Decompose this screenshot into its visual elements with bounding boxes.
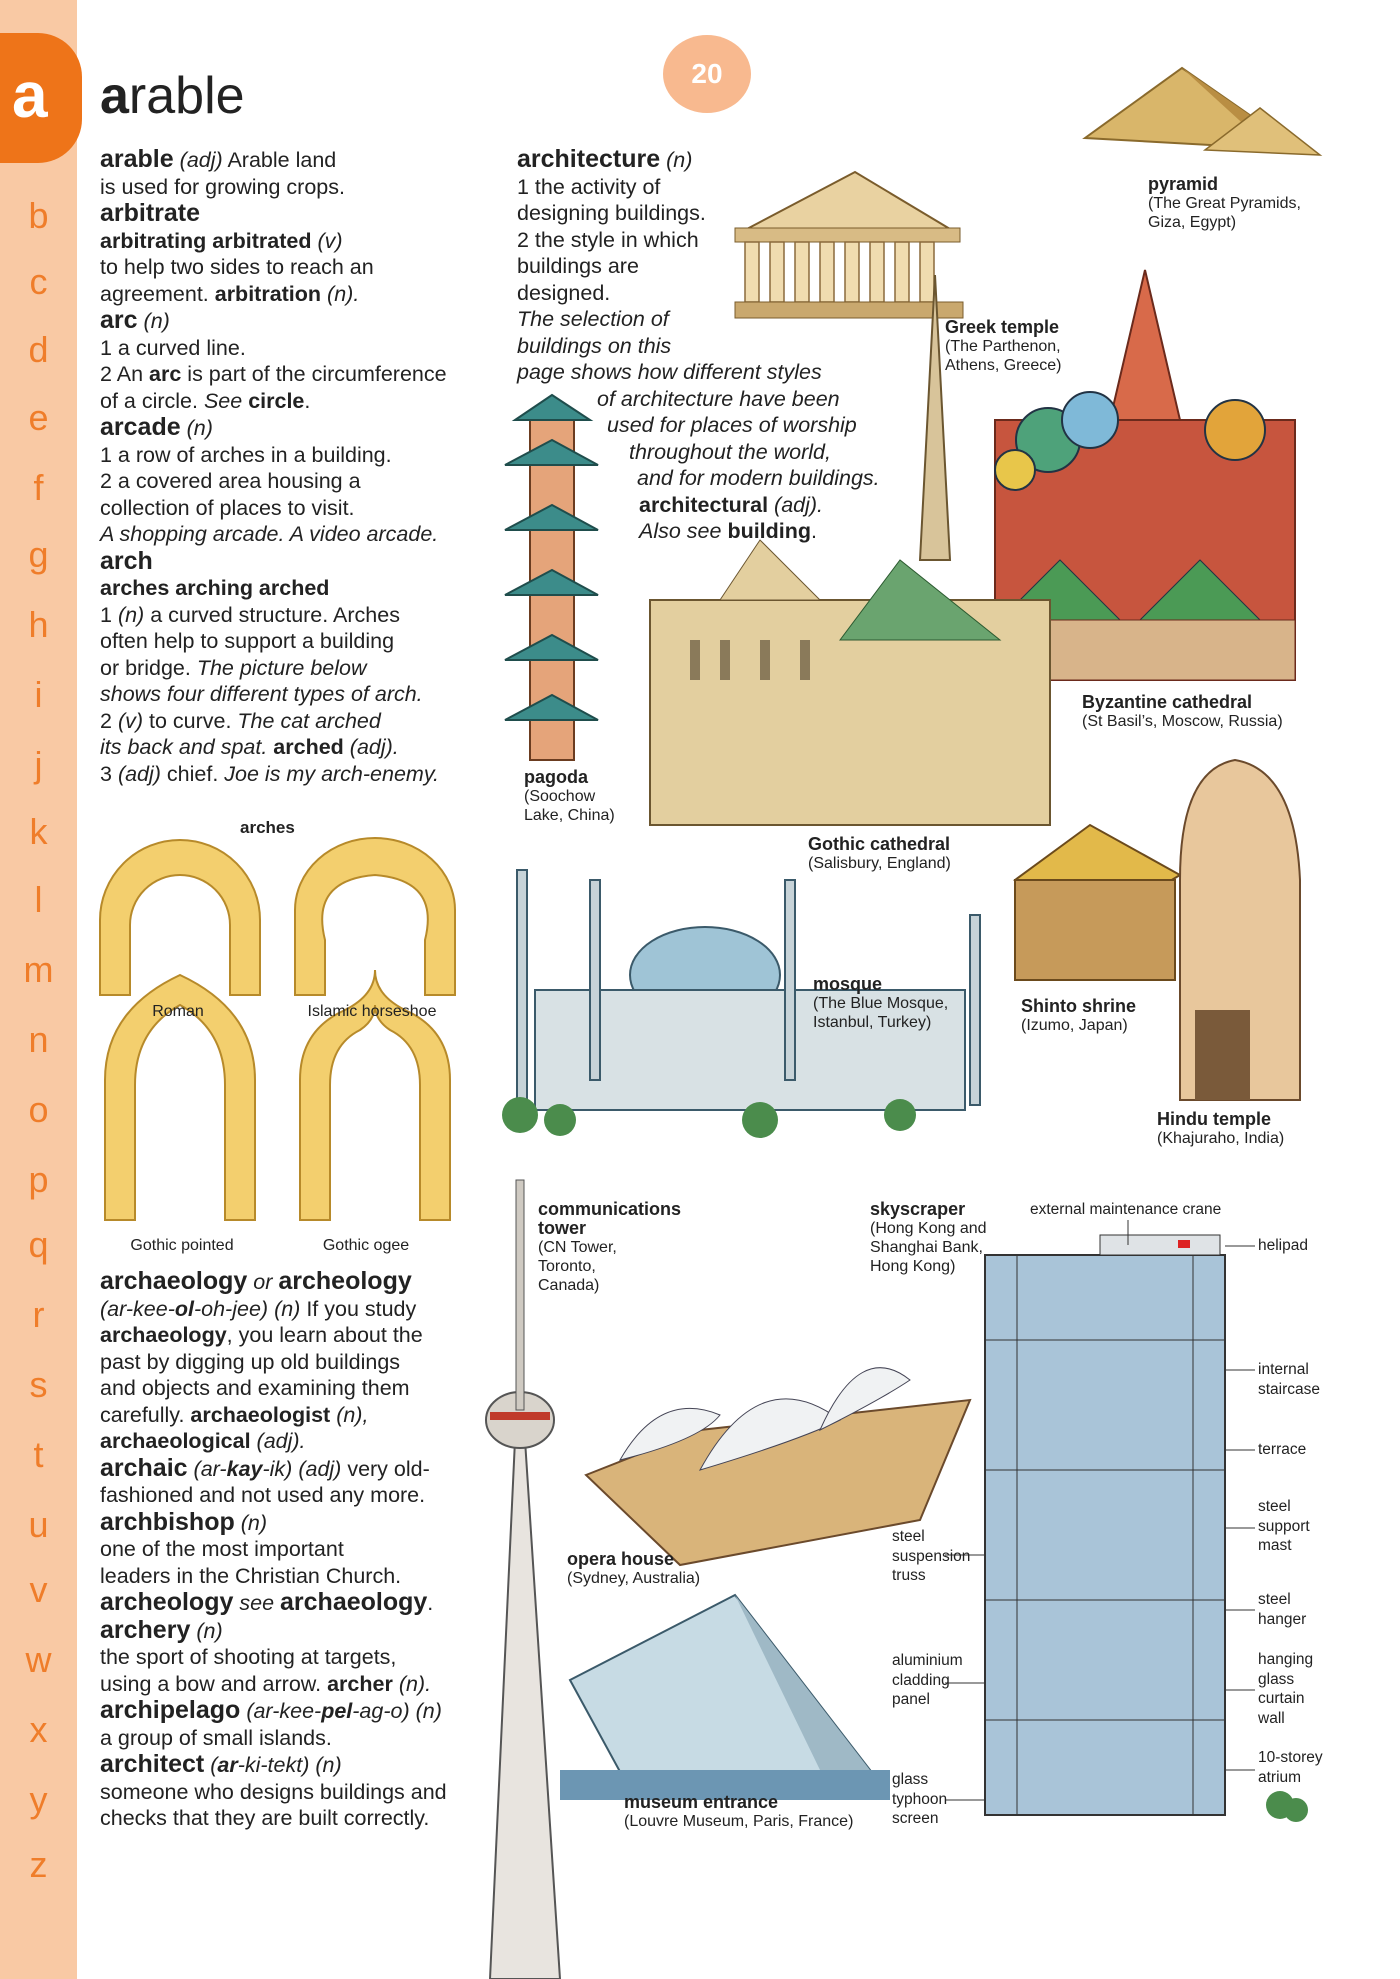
entry-word: arcade bbox=[100, 413, 181, 441]
label-internal-staircase bbox=[1258, 1360, 1320, 1399]
label-line: screen bbox=[892, 1810, 939, 1827]
alphabet-letter-v[interactable]: v bbox=[29, 1569, 48, 1610]
entry-example: its back and spat. bbox=[100, 735, 268, 759]
caption-sub: (CN Tower, bbox=[538, 1239, 617, 1256]
entry-word: architecture bbox=[517, 145, 661, 173]
label-line: aluminium bbox=[892, 1652, 963, 1669]
alphabet-letter-k[interactable]: k bbox=[29, 811, 48, 852]
caption-title: museum entrance bbox=[624, 1792, 779, 1812]
entry-pos: (n), bbox=[330, 1402, 369, 1427]
entry-forms: arches arching arched bbox=[100, 576, 330, 600]
entry-pron: (ar- bbox=[193, 1456, 227, 1481]
entry-def: to curve. bbox=[143, 708, 238, 733]
entry-def: 2 the style in which bbox=[517, 227, 699, 252]
caption-title: pyramid bbox=[1148, 174, 1219, 194]
headword-rest: rable bbox=[128, 67, 245, 125]
entry-word: archeology bbox=[278, 1267, 412, 1295]
entry-word: arbitrate bbox=[100, 199, 201, 227]
entry-def: 2 An bbox=[100, 362, 150, 386]
entry-see: Also see bbox=[639, 519, 728, 543]
label-line: curtain bbox=[1258, 1690, 1305, 1707]
arch-caption: Gothic ogee bbox=[322, 1237, 410, 1254]
label-line: cladding bbox=[892, 1671, 950, 1689]
label-line: panel bbox=[892, 1691, 930, 1708]
entry-or: or bbox=[253, 1270, 273, 1294]
entry-def: 3 bbox=[100, 761, 118, 786]
caption-sub: (Izumo, Japan) bbox=[1021, 1017, 1128, 1034]
caption-title: Hindu temple bbox=[1157, 1109, 1272, 1129]
entry-def: designed. bbox=[517, 280, 611, 305]
caption-sub: Lake, China) bbox=[524, 807, 615, 824]
entry-derived: archaeologist bbox=[190, 1402, 331, 1427]
alphabet-letter-c[interactable]: c bbox=[29, 261, 48, 302]
label-line: internal bbox=[1258, 1361, 1309, 1378]
caption-sub: Canada) bbox=[538, 1277, 600, 1294]
entry-pos: (v) bbox=[317, 228, 343, 253]
entry-def: Arable land bbox=[222, 148, 337, 172]
entry-pron: -ik) bbox=[262, 1456, 293, 1481]
entry-def: a curved structure. Arches bbox=[144, 602, 400, 627]
entry-def: often help to support a building bbox=[100, 629, 395, 653]
caption-title: opera house bbox=[567, 1549, 675, 1569]
entry-example: The selection of bbox=[517, 307, 669, 331]
caption-sub: (Salisbury, England) bbox=[808, 855, 951, 872]
entry-example: page shows how different styles bbox=[517, 360, 822, 384]
entry-example: of architecture have been bbox=[597, 386, 840, 411]
entry-def: and objects and examining them bbox=[100, 1376, 410, 1400]
cross-ref-link[interactable]: archaeology bbox=[280, 1588, 428, 1616]
alphabet-letter-y[interactable]: y bbox=[29, 1779, 48, 1820]
cross-ref-link[interactable]: building bbox=[727, 519, 812, 543]
alphabet-letter-o[interactable]: o bbox=[28, 1089, 49, 1130]
entry-def: . bbox=[427, 1591, 434, 1615]
label-aluminium-cladding-panel bbox=[892, 1651, 963, 1710]
caption-gothic-cathedral bbox=[808, 835, 951, 873]
caption-sub: Shanghai Bank, bbox=[870, 1239, 983, 1256]
entry-example: shows four different types of arch. bbox=[100, 682, 423, 706]
caption-opera-house bbox=[567, 1550, 700, 1588]
caption-greek-temple bbox=[945, 318, 1062, 375]
label-line: typhoon bbox=[892, 1790, 948, 1808]
entry-word: architect bbox=[100, 1750, 205, 1778]
caption-byzantine bbox=[1082, 693, 1283, 731]
label-line: steel bbox=[892, 1528, 925, 1545]
entry-pron: (ar-kee- bbox=[100, 1296, 175, 1321]
label-line: glass bbox=[892, 1771, 929, 1788]
caption-museum-entrance bbox=[624, 1793, 853, 1831]
alphabet-letter-z[interactable]: z bbox=[29, 1844, 48, 1885]
alphabet-letter-n[interactable]: n bbox=[28, 1019, 49, 1060]
alphabet-letter-j[interactable]: j bbox=[34, 744, 43, 785]
entry-example: Joe is my arch-enemy. bbox=[224, 761, 439, 786]
entry-def: a group of small islands. bbox=[100, 1725, 332, 1750]
entry-pron: ( bbox=[210, 1753, 218, 1777]
entry-def: is used for growing crops. bbox=[100, 174, 345, 199]
entry-pos: (n). bbox=[327, 281, 360, 306]
entry-def: past by digging up old buildings bbox=[100, 1349, 401, 1374]
label-line: steel bbox=[1258, 1591, 1291, 1608]
caption-mosque bbox=[813, 975, 948, 1032]
label-line: staircase bbox=[1258, 1380, 1321, 1398]
caption-hindu-temple bbox=[1157, 1110, 1284, 1148]
entry-def: , you learn about the bbox=[226, 1323, 423, 1347]
alphabet-letter-e[interactable]: e bbox=[28, 397, 49, 438]
label-line: hanging bbox=[1258, 1651, 1314, 1668]
alphabet-letter-x[interactable]: x bbox=[29, 1709, 48, 1750]
caption-sub: Toronto, bbox=[538, 1258, 596, 1275]
entry-def: or bridge. bbox=[100, 655, 197, 680]
label-line: atrium bbox=[1258, 1768, 1302, 1786]
label-crane: external maintenance crane bbox=[1030, 1201, 1222, 1218]
entry-example: and for modern buildings. bbox=[637, 466, 880, 490]
entry-def: agreement. bbox=[100, 281, 215, 306]
entry-word: archery bbox=[100, 1615, 191, 1644]
entry-example: The cat arched bbox=[237, 708, 381, 733]
caption-title: pagoda bbox=[524, 767, 589, 787]
alphabet-letter-d[interactable]: d bbox=[28, 329, 49, 370]
caption-sub: Giza, Egypt) bbox=[1148, 214, 1237, 231]
entry-example: A shopping arcade. A video arcade. bbox=[100, 522, 439, 546]
entry-def: the sport of shooting at targets, bbox=[100, 1645, 397, 1669]
caption-sub: (Sydney, Australia) bbox=[567, 1570, 701, 1587]
entry-pos: (n) bbox=[196, 1618, 223, 1643]
entry-pos: (n) bbox=[117, 602, 145, 627]
entry-pos: (v) bbox=[117, 708, 144, 733]
entry-example: buildings on this bbox=[517, 333, 672, 358]
caption-shinto-shrine bbox=[1021, 997, 1136, 1035]
entry-pron: (ar-kee- bbox=[246, 1699, 322, 1723]
entry-derived: architectural bbox=[639, 492, 769, 517]
entry-def: very old- bbox=[341, 1456, 430, 1481]
entry-def: 1 a curved line. bbox=[100, 335, 246, 360]
entry-derived: arbitration bbox=[214, 281, 322, 306]
entry-def: 1 the activity of bbox=[517, 174, 661, 199]
entry-def: is part of the circumference bbox=[181, 362, 447, 386]
alphabet-letter-r[interactable]: r bbox=[32, 1294, 45, 1335]
caption-pagoda bbox=[524, 768, 615, 825]
entry-pos: (n) bbox=[186, 416, 213, 440]
entry-def: fashioned and not used any more. bbox=[100, 1483, 426, 1507]
caption-pyramid bbox=[1148, 175, 1301, 232]
caption-title: skyscraper bbox=[870, 1199, 966, 1219]
label-10-storey-atrium bbox=[1258, 1748, 1323, 1787]
caption-title: tower bbox=[538, 1218, 587, 1238]
alphabet-letter-p[interactable]: p bbox=[28, 1159, 49, 1200]
entry-word: arc bbox=[100, 306, 138, 334]
entry-pos: (n). bbox=[392, 1671, 432, 1696]
caption-sub: Athens, Greece) bbox=[945, 357, 1062, 374]
label-helipad: helipad bbox=[1258, 1237, 1308, 1254]
alphabet-letter-m[interactable]: m bbox=[23, 949, 54, 990]
label-line: 10-storey bbox=[1258, 1749, 1323, 1766]
entry-pron: -oh-jee) bbox=[193, 1296, 269, 1321]
entry-pos: (adj) bbox=[298, 1456, 342, 1481]
entry-word: archeology bbox=[100, 1588, 234, 1616]
alphabet-letter-g[interactable]: g bbox=[28, 534, 49, 575]
caption-sub: (The Great Pyramids, bbox=[1148, 195, 1301, 212]
entry-forms: arbitrating arbitrated bbox=[100, 228, 312, 253]
arch-caption: Roman bbox=[152, 1003, 204, 1020]
entry-pos: (n) bbox=[274, 1296, 301, 1321]
caption-sub: (The Blue Mosque, bbox=[813, 995, 949, 1012]
entry-pron-stress: ol bbox=[174, 1296, 194, 1321]
alphabet-letter-w[interactable]: w bbox=[25, 1639, 52, 1680]
entry-word: archaeology bbox=[100, 1267, 248, 1295]
label-line: truss bbox=[892, 1567, 926, 1584]
caption-title: Byzantine cathedral bbox=[1082, 692, 1253, 712]
caption-title: Shinto shrine bbox=[1021, 996, 1137, 1016]
entry-def: . bbox=[811, 519, 818, 543]
entry-example: throughout the world, bbox=[629, 439, 831, 464]
greek-temple-drawing bbox=[735, 172, 963, 318]
alphabet-letter-u[interactable]: u bbox=[28, 1504, 49, 1545]
shinto-shrine-drawing bbox=[1015, 825, 1180, 980]
caption-sub: (Soochow bbox=[524, 788, 596, 805]
entry-word: archbishop bbox=[100, 1507, 235, 1536]
entry-def: one of the most important bbox=[100, 1537, 344, 1561]
entry-def: leaders in the Christian Church. bbox=[100, 1563, 402, 1588]
entry-pron-stress: ar bbox=[217, 1753, 238, 1777]
entry-def: to help two sides to reach an bbox=[100, 255, 374, 279]
entry-pos: (adj). bbox=[250, 1429, 306, 1453]
entry-derived: archaeological bbox=[100, 1429, 251, 1453]
entry-word: arch bbox=[100, 546, 153, 575]
caption-sub: (Louvre Museum, Paris, France) bbox=[624, 1813, 854, 1830]
caption-communications-tower bbox=[538, 1200, 681, 1295]
entry-def: collection of places to visit. bbox=[100, 495, 355, 520]
entry-pos: (n) bbox=[666, 148, 693, 172]
entry-def: using a bow and arrow. bbox=[100, 1671, 328, 1696]
entry-pos: (adj) bbox=[179, 148, 223, 172]
alphabet-letter-t[interactable]: t bbox=[33, 1434, 44, 1475]
label-line: wall bbox=[1258, 1709, 1285, 1727]
label-line: support bbox=[1258, 1517, 1310, 1535]
entry-def: someone who designs buildings and bbox=[100, 1779, 447, 1804]
entry-def: 1 a row of arches in a building. bbox=[100, 442, 392, 467]
hindu-temple-drawing bbox=[1180, 760, 1300, 1100]
entry-def: buildings are bbox=[517, 254, 639, 278]
caption-sub: (The Parthenon, bbox=[945, 338, 1061, 355]
label-line: glass bbox=[1258, 1670, 1295, 1688]
caption-sub: (St Basil’s, Moscow, Russia) bbox=[1082, 713, 1283, 730]
alphabet-letter-l[interactable]: l bbox=[34, 879, 43, 920]
entry-derived: archer bbox=[327, 1671, 393, 1696]
alphabet-letter-s[interactable]: s bbox=[29, 1364, 48, 1405]
entry-pron-stress: kay bbox=[226, 1456, 263, 1481]
caption-title: communications bbox=[538, 1199, 682, 1219]
alphabet-letter-i[interactable]: i bbox=[34, 674, 43, 715]
label-line: steel bbox=[1258, 1498, 1291, 1515]
entry-pos: (adj) bbox=[117, 761, 161, 786]
headword-first-letter: a bbox=[100, 67, 129, 125]
alphabet-letter-f[interactable]: f bbox=[33, 467, 44, 508]
entry-def: 2 a covered area housing a bbox=[100, 469, 361, 493]
entry-def: 2 bbox=[100, 708, 118, 733]
entry-def: chief. bbox=[160, 761, 225, 786]
arch-caption: Gothic pointed bbox=[130, 1237, 234, 1254]
label-glass-typhoon-screen bbox=[892, 1770, 947, 1829]
entry-pron: -ki-tekt) bbox=[237, 1753, 310, 1777]
caption-title: mosque bbox=[813, 974, 883, 994]
label-line: hanger bbox=[1258, 1610, 1307, 1628]
caption-sub: Istanbul, Turkey) bbox=[813, 1014, 932, 1031]
entry-pos: (adj). bbox=[343, 735, 399, 759]
arches-title: arches bbox=[240, 818, 295, 837]
entry-def: See bbox=[203, 388, 243, 413]
caption-title: Gothic cathedral bbox=[808, 834, 951, 854]
entry-def: of a circle. bbox=[100, 388, 204, 413]
alphabet-letter-b[interactable]: b bbox=[28, 195, 49, 236]
entry-def: . bbox=[304, 388, 311, 413]
entry-pos: (n) bbox=[143, 309, 170, 333]
entry-example: The picture below bbox=[196, 655, 367, 680]
label-line: mast bbox=[1258, 1537, 1292, 1554]
louvre-pyramid-drawing bbox=[560, 1595, 890, 1800]
entry-def: checks that they are built correctly. bbox=[100, 1806, 430, 1830]
entry-def: designing buildings. bbox=[517, 201, 706, 225]
entry-pron-stress: pel bbox=[321, 1699, 353, 1723]
entry-def: 1 bbox=[100, 602, 118, 627]
caption-sub: (Hong Kong and bbox=[870, 1220, 987, 1237]
label-steel-hanger bbox=[1258, 1590, 1306, 1629]
label-steel-suspension-truss bbox=[892, 1527, 970, 1586]
entry-def: archaeology bbox=[100, 1323, 227, 1347]
pyramid-drawing bbox=[1085, 68, 1320, 155]
entry-word: archipelago bbox=[100, 1696, 241, 1724]
caption-skyscraper bbox=[870, 1200, 987, 1276]
arch-caption: Islamic horseshoe bbox=[307, 1003, 437, 1020]
entry-word: arable bbox=[100, 145, 174, 173]
entry-def: If you study bbox=[300, 1296, 417, 1321]
entry-def: arc bbox=[149, 362, 182, 386]
entry-word: archaic bbox=[100, 1453, 188, 1482]
entry-example: used for places of worship bbox=[607, 413, 857, 437]
caption-sub: (Khajuraho, India) bbox=[1157, 1130, 1285, 1147]
entry-pos: (n) bbox=[240, 1510, 268, 1535]
caption-sub: Hong Kong) bbox=[870, 1258, 956, 1275]
pagoda-drawing bbox=[505, 395, 598, 760]
entry-derived: arched bbox=[267, 735, 344, 759]
label-hanging-glass-curtain-wall bbox=[1258, 1650, 1313, 1728]
entry-pos: (n) bbox=[415, 1699, 442, 1723]
page-number-badge: 20 bbox=[663, 35, 751, 113]
entry-pos: (adj). bbox=[768, 492, 824, 517]
label-steel-support-mast bbox=[1258, 1497, 1310, 1556]
cross-ref-link[interactable]: circle bbox=[242, 388, 305, 413]
alphabet-letter-h[interactable]: h bbox=[28, 604, 49, 645]
caption-title: Greek temple bbox=[945, 317, 1060, 337]
label-line: suspension bbox=[892, 1547, 971, 1565]
label-terrace: terrace bbox=[1258, 1441, 1307, 1458]
cn-tower-drawing bbox=[486, 1180, 560, 1979]
active-letter: a bbox=[12, 59, 48, 131]
alphabet-letter-q[interactable]: q bbox=[28, 1224, 49, 1265]
entry-def: carefully. bbox=[100, 1402, 191, 1427]
entry-pos: (n) bbox=[315, 1753, 342, 1777]
entry-pron: -ag-o) bbox=[352, 1699, 410, 1723]
entry-see: see bbox=[239, 1591, 275, 1615]
